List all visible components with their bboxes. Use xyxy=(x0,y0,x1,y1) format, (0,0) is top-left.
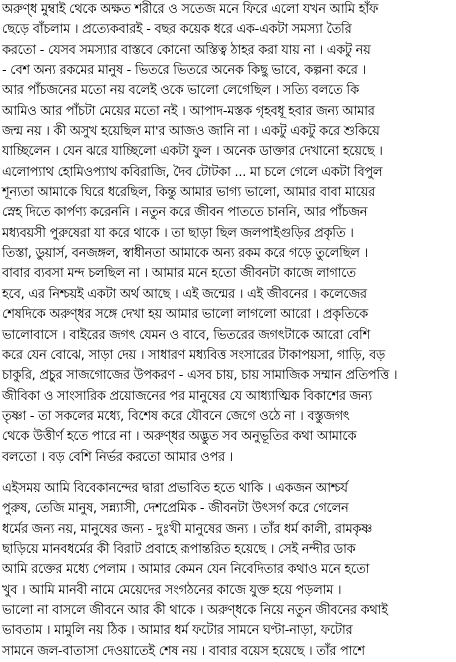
text-line: - বেশ অন্য রকমের মানুষ - ভিতরে ভিতরে অনেক কিছু ভাবে, কল্পনা করে । xyxy=(2,63,366,79)
text-line: যাচ্ছিলেন । যেন ঝরে যাচ্ছিলো একটা ফুল । অনেক ডাক্তার দেখানো হয়েছে । xyxy=(2,144,383,160)
text-line: মধ্যবয়সী পুরুষেরা যা করে থাকে । তা ছাড়া ছিল জলপাইগুড়ির প্রকৃতি । xyxy=(2,225,354,241)
text-line: ভাবতাম । মামুলি নয় ঠিক । আমার ধর্ম ফটোর সামনে ঘণ্টা-নাড়া, ফটোর xyxy=(2,623,353,639)
text-line: এলোপ্যাথ হোমিওপ্যাথ কবিরাজি, দৈব টোটকা ... মা চলে গেলে একটা বিপুল xyxy=(2,164,383,180)
text-line: আমিও আর পাঁচটা মেয়ের মতো নই । আপাদ-মস্তক গৃহবধূ হবার জন্য আমার xyxy=(2,103,375,119)
text-line: স্নেহ দিতে কার্পণ্য করেননি । নতুন করে জীবন পাততে চাননি, আর পাঁচজন xyxy=(2,205,368,221)
text-line: জন্ম নয় । কী অসুখ হয়েছিল মা'র আজও জানি না । একটু একটু করে শুকিয়ে xyxy=(2,124,380,140)
text-line: আমি রক্তের মধ্যে পেলাম । আমার কেমন যেন নিবেদিতার কথাও মনে হতো xyxy=(2,562,370,578)
text-line: ছাড়িয়ে মানবধর্মের কী বিরাট প্রবাহে রূপান্তরিত হয়েছে । সেই নন্দীর ডাক xyxy=(2,541,356,557)
text-line: চাকুরি, প্রচুর সাজগোজের উপকরণ - এসব চায়, চায় সামাজিক সম্মান প্রতিপত্তি । xyxy=(2,368,398,384)
text-line: তিস্তা, ডুয়ার্স, বনজঙ্গল, স্বাধীনতা আমাকে অন্য রকম করে গড়ে তুলেছিল । xyxy=(2,246,368,262)
text-line: খুব । আমি মানবী নামে মেয়েদের সংগঠনের কাজে যুক্ত হয়ে পড়লাম । xyxy=(2,582,342,598)
text-line: শেষদিকে অরুণ্ধর সঙ্গে দেখা হয় আমার ভালো লাগলো আরো । প্রকৃতিকে xyxy=(2,307,368,323)
text-line: ছেড়ে বাঁচলাম । প্রত্যেকবারই - বছর কয়েক ধরে এক-একটা সমস্যা তৈরি xyxy=(2,22,352,38)
text-line: ধর্মের জন্য নয়, মানুষের জন্য - দুঃখী মানুষের জন্য । তাঁর ধর্ম কালী, রামকৃষ্ণ xyxy=(2,521,373,537)
text-line: করে যেন বোঝে, সাড়া দেয় । সাধারণ মধ্যবিত্ত সংসারের টাকাপয়সা, গাড়ি, বড় xyxy=(2,347,385,363)
text-line: বাবার ব্যবসা মন্দ চলছিল না । আমার মনে হতো জীবনটা কাজে লাগাতে xyxy=(2,266,356,282)
text-line: ভালোবাসে । বাইরের জগৎ যেমন ও বাবে, ভিতরের জগৎটাকে আরো বেশি xyxy=(2,327,371,343)
text-line: জীবিকা ও সাংসারিক প্রয়োজনের পর মানুষের যে আধ্যাত্মিক বিকাশের জন্য xyxy=(2,388,372,404)
paragraph-1 xyxy=(2,0,456,468)
text-line: থেকে উত্তীর্ণ হতে পারে না । অরুণ্ধর অদ্ভুত সব অনুভূতির কথা আমাকে xyxy=(2,429,357,445)
text-line: পুরুষ, তেজি মানুষ, সন্ন্যাসী, দেশপ্রেমিক - জীবনটা উৎসর্গ করে গেলেন xyxy=(2,501,349,517)
text-line: বলতো । বড় বেশি নির্ভর করতো আমার ওপর । xyxy=(2,449,234,465)
paragraph-2 xyxy=(2,479,456,662)
text-line: তৃষ্ণা - তা সকলের মধ্যে, বিশেষ করে যৌবনে জেগে ওঠে না । বস্তুজগৎ xyxy=(2,408,350,424)
text-line: আর পাঁচজনের মতো নয় বলেই ওকে ভালো লেগেছিল । সত্যি বলতে কি xyxy=(2,83,359,99)
text-line: করতো - যেসব সমস্যার বাস্তবে কোনো অস্তিত্ব ঠাহর করা যায় না । একটু নয় xyxy=(2,42,371,58)
text-line: ভালো না বাসলে জীবনে আর কী থাকে । অরুণ্ধকে নিয়ে নতুন জীবনের কথাই xyxy=(2,602,388,618)
text-line: অরুণ্ধ মুম্বাই থেকে অক্ষত শরীরে ও সতেজ মনে ফিরে এলো যখন আমি হাঁফ xyxy=(2,2,379,17)
paragraph-gap xyxy=(2,468,456,479)
text-line: এইসময় আমি বিবেকানন্দের দ্বারা প্রভাবিত হতে থাকি । একজন আশ্চর্য xyxy=(2,480,348,496)
text-line: হবে, এর নিশ্চয়ই একটা অর্থ আছে । এই জন্মের । এই জীবনের । কলেজের xyxy=(2,286,367,302)
text-line: শূন্যতা আমাকে ঘিরে ধরেছিল, কিন্তু আমার ভাগ্য ভালো, আমার বাবা মায়ের xyxy=(2,185,375,201)
text-line: সামনে জল-বাতাসা দেওয়াতেই শেষ নয় । বাবার বয়েস হয়েছে । তাঁর পাশে xyxy=(2,643,365,659)
